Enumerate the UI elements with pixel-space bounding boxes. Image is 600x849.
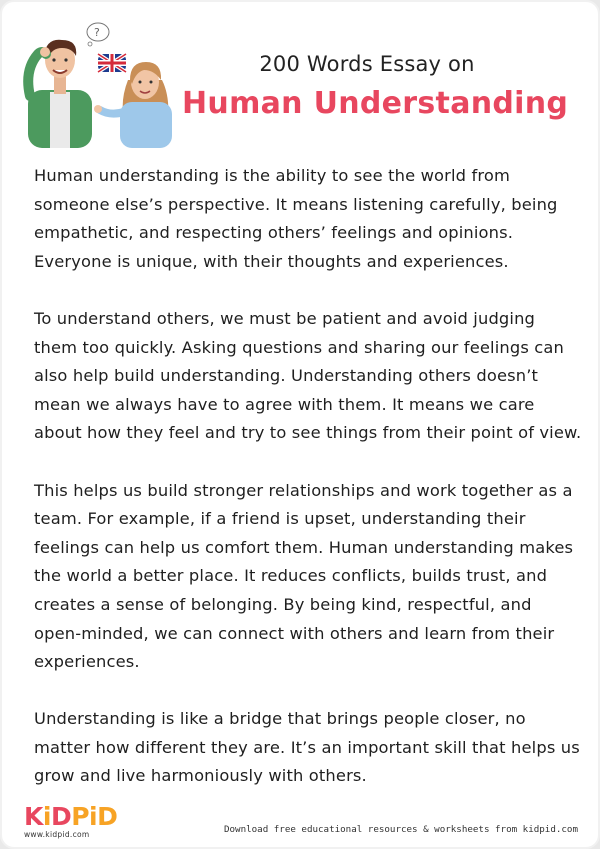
essay-body xyxy=(34,162,582,791)
essay-paragraph: Understanding is like a bridge that brings people closer, no matter how different they are. It’s an important skill that helps us grow and live harmoniously with others. xyxy=(34,709,580,786)
uk-flag-speech-bubble-icon xyxy=(98,54,126,72)
essay-paragraph: To understand others, we must be patient and avoid judging them too quickly. Asking questions and sharing our feelings can also help build understanding. Understanding others doesn’t mean we always have to agree with them. It means we care about how they feel and try to see things from their point of view. xyxy=(34,308,582,443)
logo-wordmark xyxy=(24,802,124,831)
essay-paragraph: Human understanding is the ability to see the world from someone else’s perspective. It means listening carefully, being empathetic, and respecting others’ feelings and opinions. Everyone is unique, with their thoughts and experiences. xyxy=(34,166,558,271)
woman-figure xyxy=(94,62,172,148)
svg-text:?: ? xyxy=(94,26,100,39)
logo-letters-pid: PiD xyxy=(71,802,118,831)
logo-letter-d: D xyxy=(50,802,72,831)
footer-download-note: Download free educational resources & worksheets from kidpid.com xyxy=(223,824,578,835)
logo-letter-i: i xyxy=(42,802,51,831)
question-mark-bubble-icon xyxy=(87,23,109,46)
essay-title: Human Understanding xyxy=(182,86,569,121)
logo-letter-k: K xyxy=(24,802,43,831)
kidpid-logo[interactable] xyxy=(24,802,124,841)
essay-paragraph: This helps us build stronger relationships and work together as a team. For example, if a friend is upset, understanding their feelings can help us comfort them. Human understanding makes the world a better place. It reduces conflicts, builds trust, and creates a sense of belonging. By being kind, respectful, and open-minded, we can connect with others and learn from their experiences. xyxy=(34,480,574,672)
man-figure xyxy=(28,40,92,148)
essay-subtitle: 200 Words Essay on xyxy=(259,52,475,76)
two-people-talking-illustration xyxy=(20,20,180,148)
logo-url[interactable]: www.kidpid.com xyxy=(24,830,90,839)
